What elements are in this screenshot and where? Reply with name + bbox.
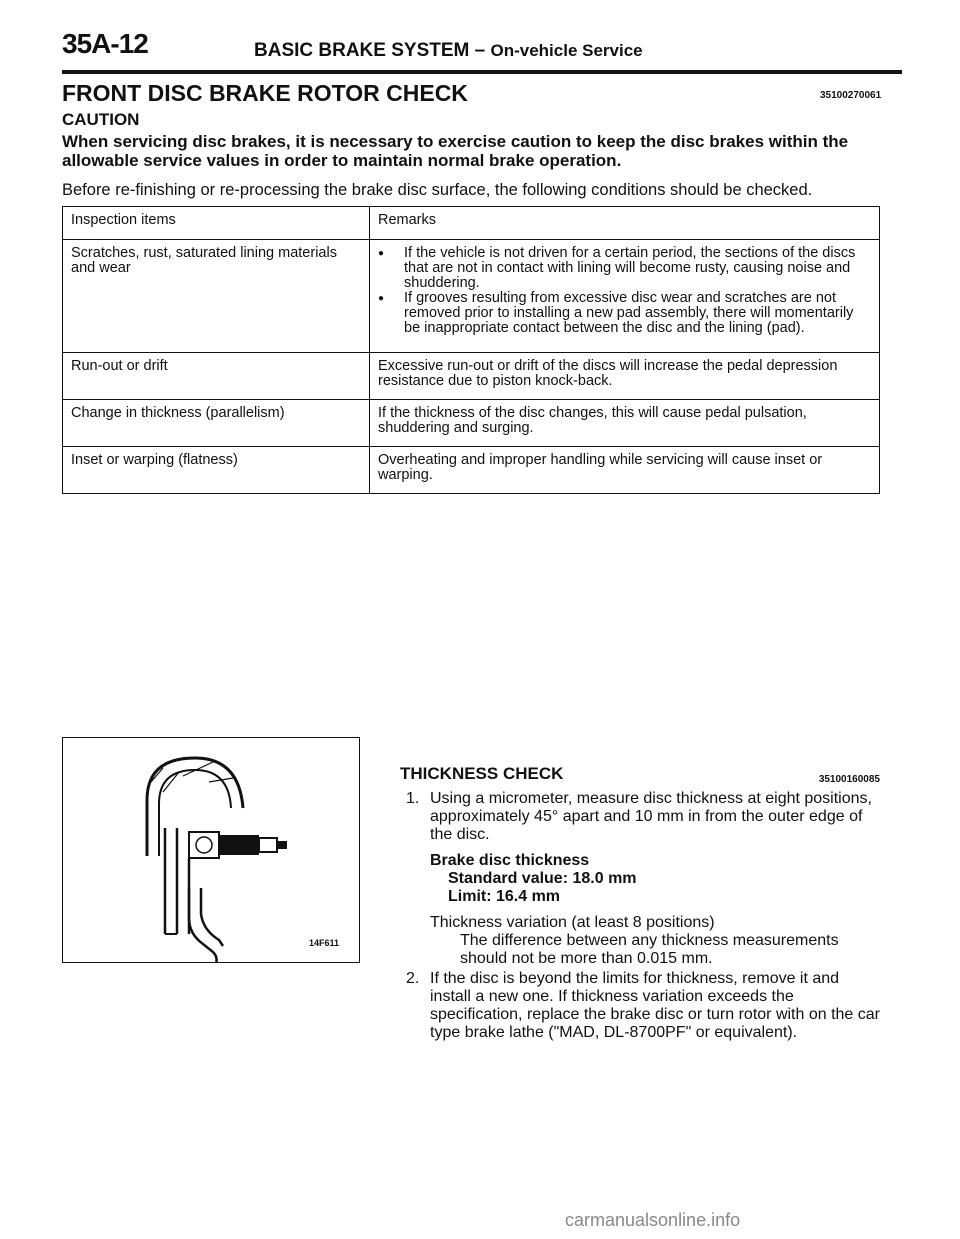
remark-cell: If the thickness of the disc changes, this will cause pedal pulsation, shuddering and surging. [370,400,880,447]
caution-label: CAUTION [62,110,140,129]
remarks-list [378,246,871,336]
limit-value: Limit: 16.4 mm [448,888,561,905]
remark-cell: Overheating and improper handling while servicing will cause inset or warping. [370,447,880,494]
page-header [62,28,902,74]
step-text: Using a micrometer, measure disc thickness at eight positions, approximately 45° apart and 10 mm in from the outer edge of the disc. [430,790,872,843]
inspection-item: Run-out or drift [63,353,370,400]
figure-label: 14F611 [308,938,339,948]
table-header-row [63,207,880,240]
step-2 [400,970,880,1042]
inspection-item: Inset or warping (flatness) [63,447,370,494]
table-row [63,353,880,400]
thickness-spec [400,852,880,906]
thickness-code: 35100160085 [818,774,880,785]
section-dash: – [469,40,491,61]
inspection-table [62,206,880,494]
intro-text: Before re-finishing or re-processing the brake disc surface, the following conditions should be checked. [62,181,813,199]
thickness-check-section [400,765,880,1042]
step-1 [400,790,880,844]
column-header: Inspection items [63,207,370,240]
caution-text: When servicing disc brakes, it is necessary to exercise caution to keep the disc brakes within the allowable service values in order to maintain normal brake operation. [62,132,849,170]
micrometer-illustration [63,738,359,962]
remark-bullet: ● If the vehicle is not driven for a certain period, the sections of the discs that are not in contact with lining will become rusty, causing noise and shuddering. [378,246,871,291]
title-code: 35100270061 [820,90,882,101]
inspection-item: Change in thickness (parallelism) [63,400,370,447]
step-number: 1. [406,790,420,807]
remark-cell: Excessive run-out or drift of the discs will increase the pedal depression resistance due to piston knock-back. [370,353,880,400]
table-row [63,240,880,353]
column-header: Remarks [370,207,880,240]
section-title [254,40,643,62]
page-number: 35A-12 [62,28,148,59]
watermark-footer: carmanualsonline.info [565,1210,741,1230]
table-row [63,400,880,447]
page-title: FRONT DISC BRAKE ROTOR CHECK [62,80,468,106]
variation-title: Thickness variation (at least 8 positions) [430,914,715,931]
micrometer-figure [62,737,360,963]
spec-title: Brake disc thickness [430,852,590,869]
remarks-cell [370,240,880,353]
subsection-name: On-vehicle Service [490,41,643,60]
thickness-variation [400,914,880,968]
inspection-item: Scratches, rust, saturated lining materials and wear [63,240,370,353]
table-row [63,447,880,494]
variation-text: The difference between any thickness measurements should not be more than 0.015 mm. [460,932,839,967]
remark-bullet: ● If grooves resulting from excessive disc wear and scratches are not removed prior to installing a new pad assembly, there will momentarily be inappropriate contact between the disc and the lining (pad). [378,291,871,336]
standard-value: Standard value: 18.0 mm [448,870,637,887]
thickness-heading-row [400,765,880,784]
section-name: BASIC BRAKE SYSTEM [254,40,470,61]
step-text: If the disc is beyond the limits for thickness, remove it and install a new one. If thickness variation exceeds the specification, replace the brake disc or turn rotor with on the car type brake lathe ("MAD, DL-8700PF" or equivalent). [430,970,880,1041]
step-number: 2. [406,970,420,987]
thickness-heading: THICKNESS CHECK [400,764,564,783]
